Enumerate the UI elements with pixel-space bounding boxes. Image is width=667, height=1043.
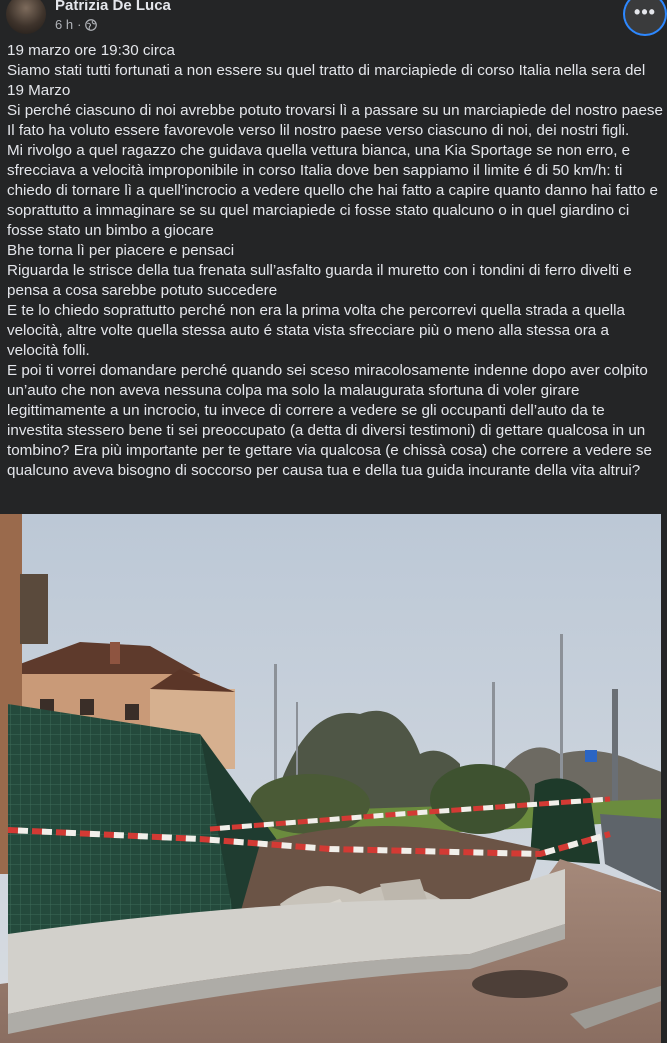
photo-crash-wall [0,514,667,1043]
globe-icon [85,19,97,31]
post-paragraph: Il fato ha voluto essere favorevole verso lil nostro paese verso ciascuno di noi, dei nostri figli. [7,122,630,139]
post-paragraph: 19 marzo ore 19:30 circa [7,42,175,59]
more-horizontal-icon: ••• [634,2,656,22]
author-name[interactable]: Patrizia De Luca [55,0,171,14]
post-meta [55,17,97,33]
meta-separator: · [77,17,82,32]
post-paragraph: Bhe torna lì per piacere e pensaci [7,242,235,259]
post-body [7,41,663,481]
post-header [0,0,667,42]
post-paragraph: E te lo chiedo soprattutto perché non era la prima volta che percorrevi quella strada a quella velocità, altre volte quella stessa auto é stata vista sfrecciare più o meno alla stessa ora a velocità folli. [7,302,625,359]
post-paragraph: Mi rivolgo a quel ragazzo che guidava quella vettura bianca, una Kia Sportage se non erro, e sfrecciava a velocità improponibile in corso Italia dove ben sappiamo il limite é di 50 km/h: ti chiedo di tornare lì a quell’incrocio a vedere quello che hai fatto a capire quanto danno hai fatto e soprattutto a immaginare se su quel marciapiede ci fosse stato qualcuno o in quel giardino ci fosse stato un bimbo a giocare [7,142,658,239]
post-timestamp[interactable]: 6 h [55,17,74,32]
post-photo[interactable] [0,514,667,1043]
post-paragraph: E poi ti vorrei domandare perché quando sei sceso miracolosamente indenne dopo aver colpito un’auto che non aveva nessuna colpa ma solo la malaugurata sfortuna di voler girare legittimamente a un incrocio, tu invece di correre a vedere se gli occupanti dell’auto da te investita stessero bene ti sei preoccupato (a detta di diversi testimoni) di gettare qualcosa in un tombino? Era più importante per te gettare via qualcosa (e chissà cosa) che correre a vedere se qualcuno aveva bisogno di soccorso per causa tua e della tua guida incurante della vita altrui? [7,362,652,479]
post-options-button[interactable] [625,0,665,34]
author-avatar[interactable] [6,0,46,34]
post-paragraph: Si perché ciascuno di noi avrebbe potuto trovarsi lì a passare su un marciapiede del nostro paese [7,102,663,119]
post-paragraph: Riguarda le strisce della tua frenata sull’asfalto guarda il muretto con i tondini di ferro divelti e pensa a cosa sarebbe potuto succedere [7,262,632,299]
post-paragraph: Siamo stati tutti fortunati a non essere su quel tratto di marciapiede di corso Italia nella sera del 19 Marzo [7,62,646,99]
